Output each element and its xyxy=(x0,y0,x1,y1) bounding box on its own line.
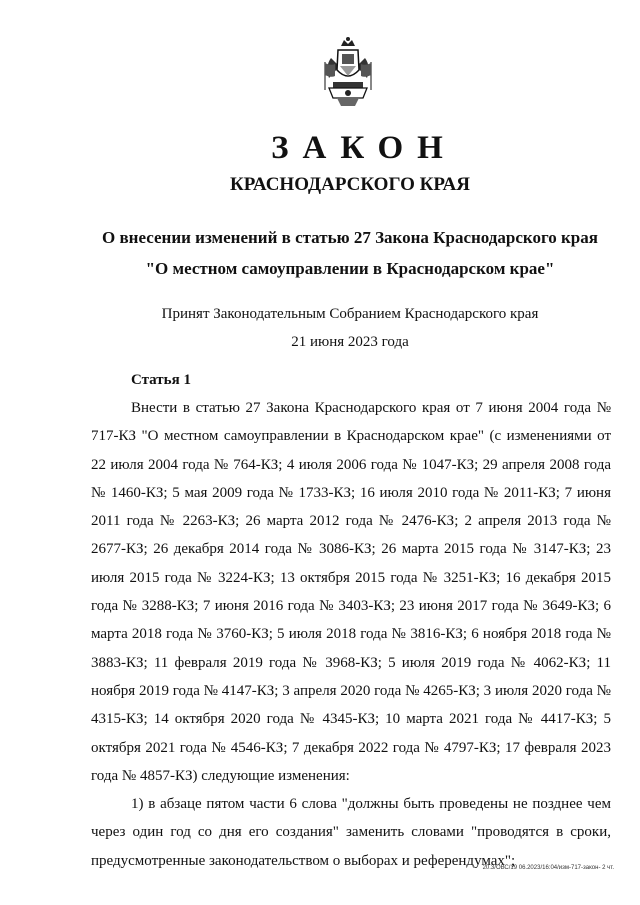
coat-of-arms-icon xyxy=(319,36,377,108)
article-heading: Статья 1 xyxy=(131,372,191,388)
adoption-info xyxy=(90,300,610,356)
law-subject xyxy=(90,222,610,284)
document-footer-code: 20.3/ОВС/19 06.2023/16:04/изм-717-закон- 2 чт. xyxy=(482,865,614,871)
law-subject-line-2: "О местном самоуправлении в Краснодарском крае" xyxy=(145,259,555,278)
adoption-body: Принят Законодательным Собранием Краснодарского края xyxy=(161,306,539,322)
article-item-1: 1) в абзаце пятом части 6 слова "должны быть проведены не позднее чем через один год со дня его создания" заменить словами "проводятся в сроки, предусмотренные законодательством о выборах и референдумах"; xyxy=(91,796,611,869)
article-body xyxy=(91,394,611,875)
law-title: ЗАКОН xyxy=(271,130,457,166)
region-title: КРАСНОДАРСКОГО КРАЯ xyxy=(229,174,471,195)
adoption-date: 21 июня 2023 года xyxy=(291,334,409,350)
law-subject-line-1: О внесении изменений в статью 27 Закона Краснодарского края xyxy=(102,228,598,247)
article-paragraph-1: Внести в статью 27 Закона Краснодарского края от 7 июня 2004 года № 717-КЗ "О местном самоуправлении в Краснодарском крае" (с изменениями от 22 июля 2004 года № 764-КЗ; 4 июля 2006 года № 1047-КЗ; 29 апреля 2008 года № 1460-КЗ; 5 мая 2009 года № 1733-КЗ; 16 июля 2010 года № 2011-КЗ; 7 июня 2011 года № 2263-КЗ; 26 марта 2012 года № 2476-КЗ; 2 апреля 2013 года № 2677-КЗ; 26 декабря 2014 года № 3086-КЗ; 26 марта 2015 года № 3147-КЗ; 23 июля 2015 года № 3224-КЗ; 13 октября 2015 года № 3251-КЗ; 16 декабря 2015 года № 3288-КЗ; 7 июня 2016 года № 3403-КЗ; 23 июня 2017 года № 3649-КЗ; 6 марта 2018 года № 3760-КЗ; 5 июля 2018 года № 3816-КЗ; 6 ноября 2018 года № 3883-КЗ; 11 февраля 2019 года № 3968-КЗ; 5 июля 2019 года № 4062-КЗ; 11 ноября 2019 года № 4147-КЗ; 3 апреля 2020 года № 4265-КЗ; 3 июля 2020 года № 4315-КЗ; 14 октября 2020 года № 4345-КЗ; 10 марта 2021 года № 4417-КЗ; 5 октября 2021 года № 4546-КЗ; 7 декабря 2022 года № 4797-КЗ; 17 февраля 2023 года № 4857-КЗ) следующие изменения: xyxy=(91,400,611,784)
